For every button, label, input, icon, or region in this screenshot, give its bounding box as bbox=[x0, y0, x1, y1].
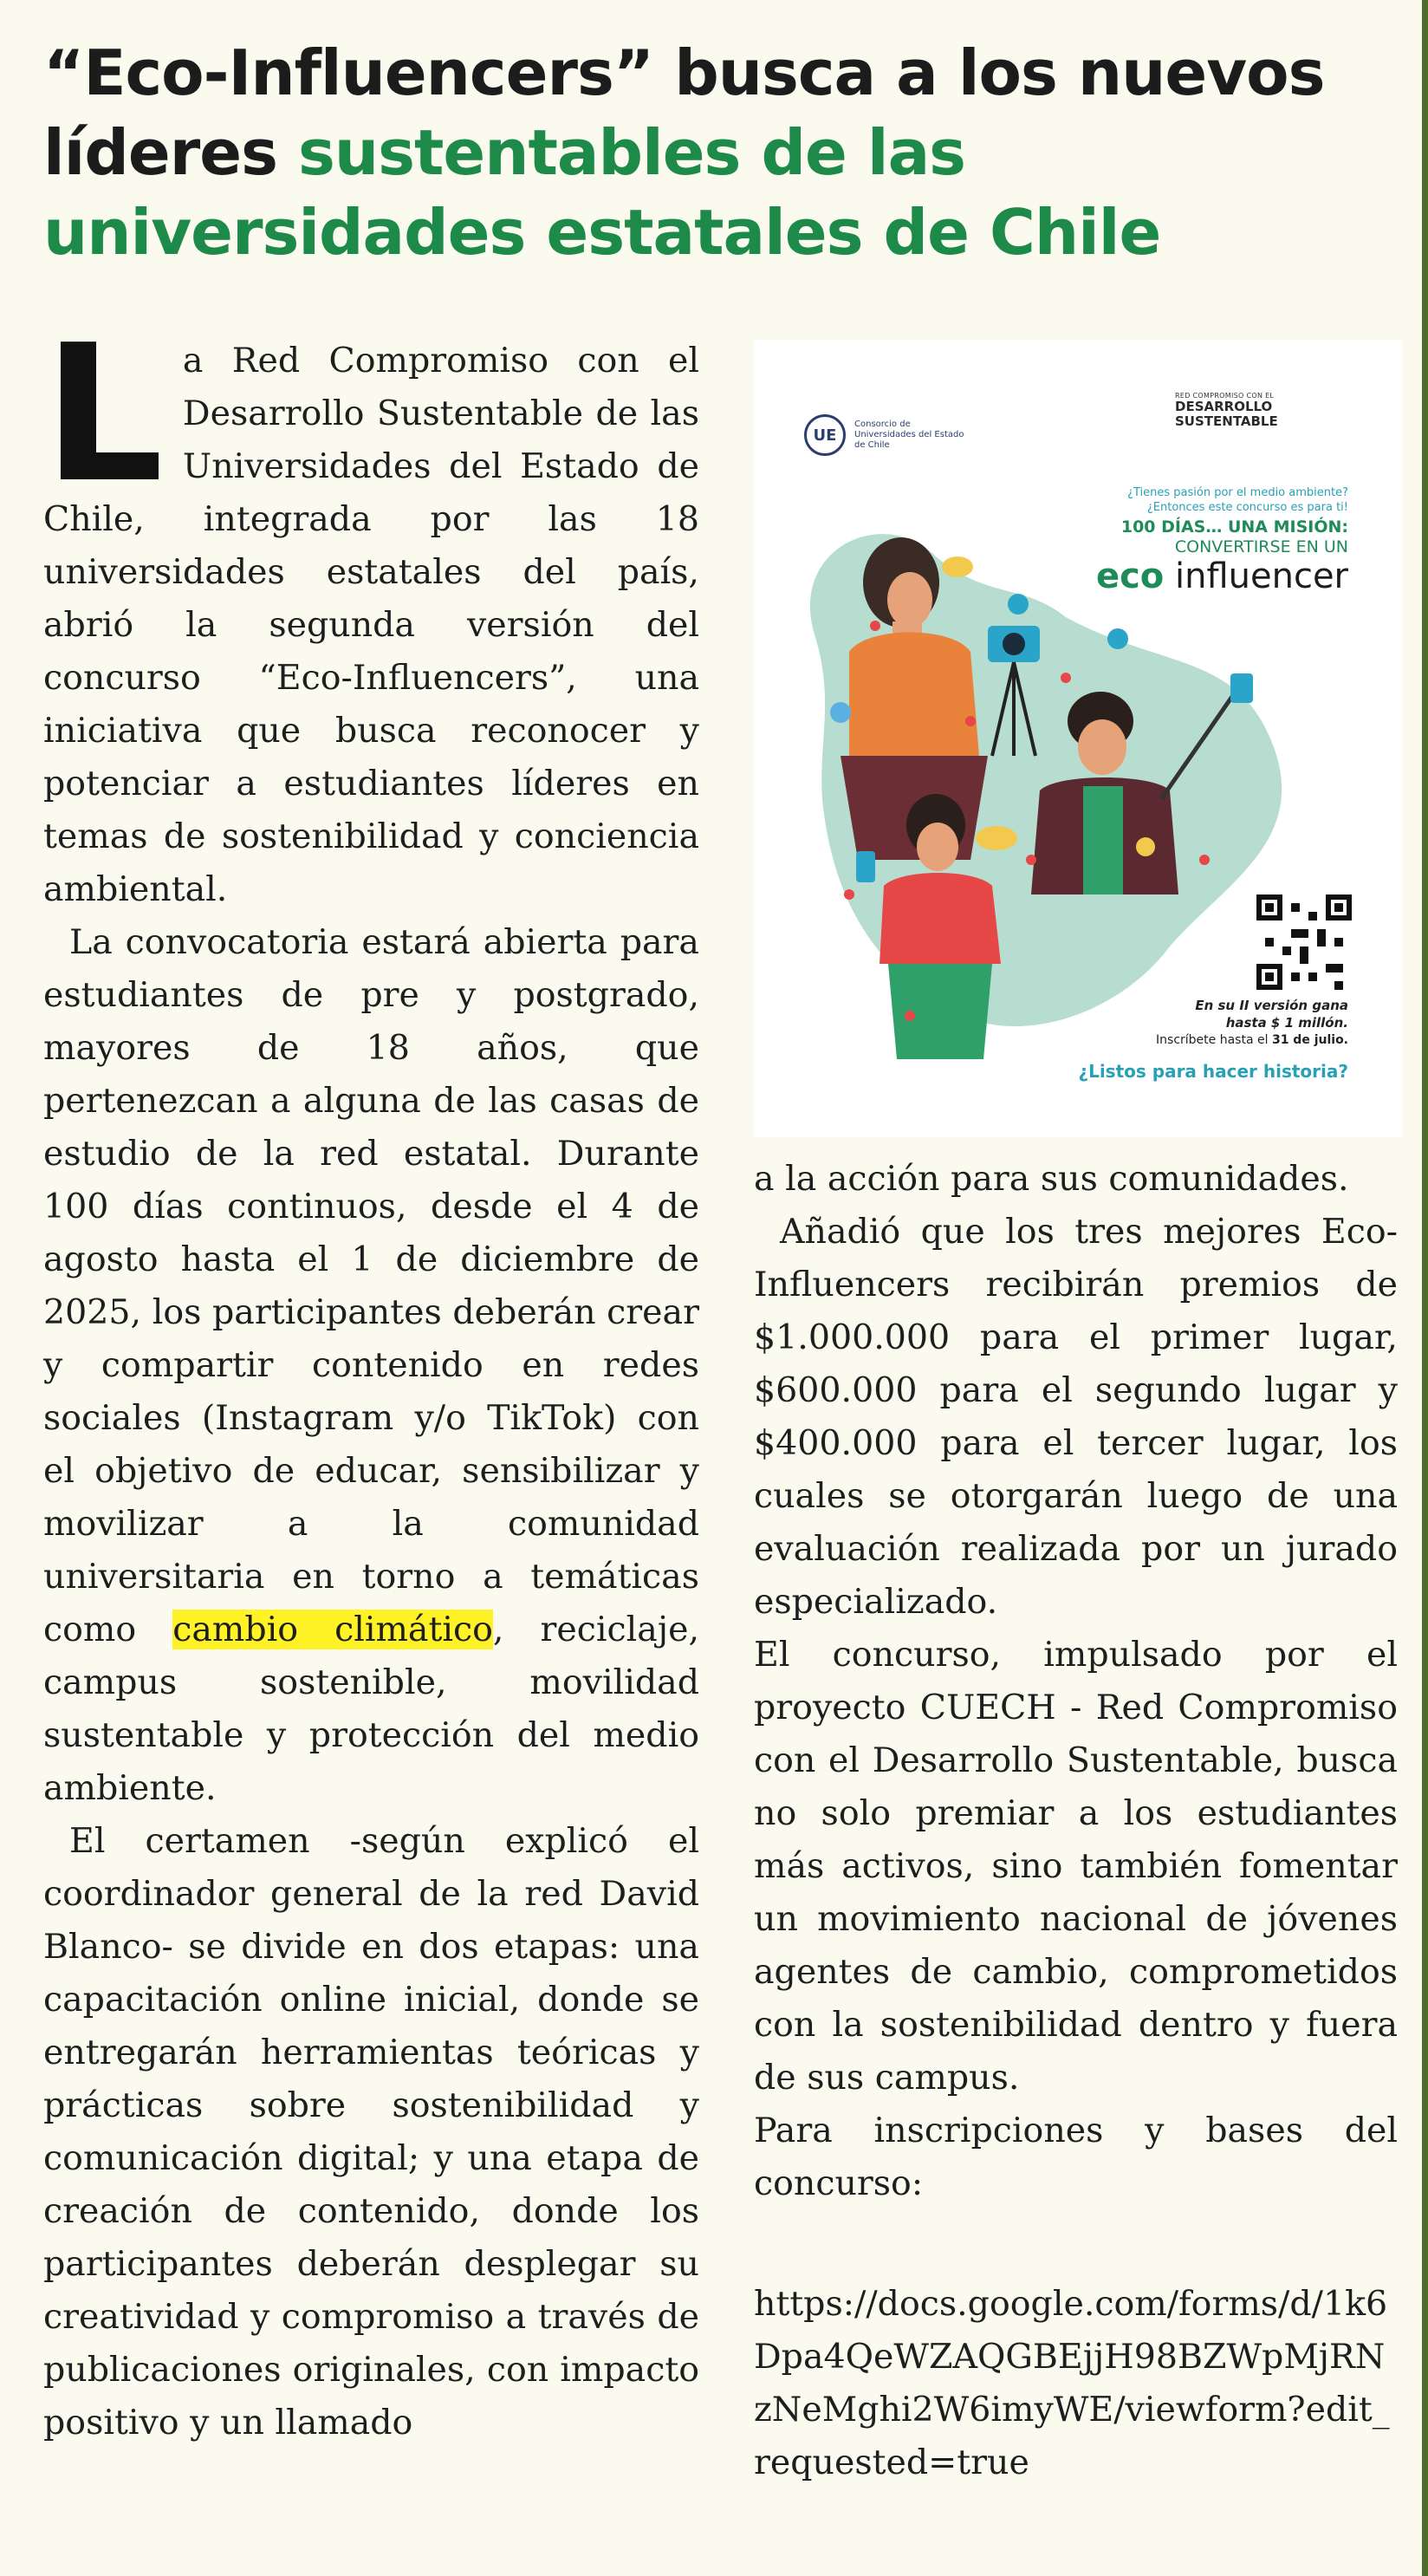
poster-prize-line-1: En su II versión gana bbox=[1195, 998, 1348, 1013]
drop-cap: L bbox=[43, 305, 164, 524]
paragraph-2 bbox=[43, 916, 699, 1815]
highlighted-term: cambio climático bbox=[172, 1610, 493, 1649]
headline bbox=[43, 33, 1395, 272]
registration-url: https://docs.google.com/forms/d/1k6Dpa4QeWZAQGBEjjH98BZWpMjRNzNeMghi2W6imyWE/viewform?edit_requested=true bbox=[754, 2284, 1390, 2482]
red-logo-big-text: DESARROLLO SUSTENTABLE bbox=[1175, 399, 1278, 429]
poster-influencer-word: influencer bbox=[1164, 556, 1348, 596]
poster-question-1: ¿Tienes pasión por el medio ambiente? bbox=[1127, 486, 1348, 499]
paragraph-2-after: , reciclaje, campus sostenible, movilidad sustentable y protección del medio ambiente. bbox=[43, 1610, 699, 1808]
consortium-logo bbox=[804, 414, 967, 456]
left-column bbox=[43, 305, 699, 2449]
poster-deadline-text: Inscríbete hasta el bbox=[1156, 1033, 1272, 1047]
contest-poster bbox=[754, 340, 1402, 1137]
poster-deadline bbox=[1036, 1031, 1348, 1049]
paragraph-4: Añadió que los tres mejores Eco-Influencers recibirán premios de $1.000.000 para el primer lugar, $600.000 para el segundo lugar y $400.000 para el tercer lugar, los cuales se otorgarán luego de una evaluación realizada por un jurado especializado. bbox=[754, 1212, 1398, 1622]
poster-intro bbox=[863, 485, 1348, 596]
page-edge-stripe bbox=[1422, 0, 1428, 2576]
paragraph-3: El certamen -según explicó el coordinador general de la red David Blanco- se divide en dos etapas: una capacitación online inicial, donde se entregarán herramientas teóricas y prácticas sobre sostenibilidad y comunicación digital; y una etapa de creación de contenido, donde los participantes deberán desplegar su creatividad y compromiso a través de publicaciones originales, con impacto positivo y un llamado bbox=[43, 1821, 699, 2443]
paragraph-1-text: a Red Compromiso con el Desarrollo Sustentable de las Universidades del Estado de Chile, integrada por las 18 universidades estatales del país, abrió la segunda versión del concurso “Eco-Influencers”, una iniciativa que busca reconocer y potenciar a estudiantes líderes en temas de sostenibilidad y conciencia ambiental. bbox=[43, 341, 699, 909]
paragraph-6: Para inscripciones y bases del concurso: bbox=[754, 2111, 1398, 2203]
qr-code bbox=[1256, 894, 1352, 990]
red-logo-small-text: RED COMPROMISO CON EL bbox=[1175, 392, 1275, 400]
poster-listos: ¿Listos para hacer historia? bbox=[1078, 1061, 1348, 1082]
headline-dark: “Eco-Influencers” busca a los nuevos líderes bbox=[43, 36, 1325, 189]
paragraph-1 bbox=[43, 305, 699, 916]
headline-green: sustentables de las universidades estatales de Chile bbox=[43, 116, 1161, 269]
poster-mision: CONVERTIRSE EN UN bbox=[1174, 537, 1348, 556]
poster-deadline-date: 31 de julio. bbox=[1271, 1033, 1348, 1047]
right-column-url bbox=[754, 2278, 1398, 2489]
poster-prize-info bbox=[1036, 997, 1348, 1049]
paragraph-5: El concurso, impulsado por el proyecto CUECH - Red Compromiso con el Desarrollo Sustentable, busca no solo premiar a los estudiantes más activos, sino también fomentar un movimiento nacional de jóvenes agentes de cambio, comprometidos con la sostenibilidad dentro y fuera de sus campus. bbox=[754, 1635, 1398, 2098]
poster-100-dias: 100 DÍAS… UNA MISIÓN: bbox=[1120, 517, 1348, 537]
poster-eco-word: eco bbox=[1095, 556, 1165, 596]
poster-eco-influencer bbox=[863, 556, 1348, 596]
paragraph-3-continued: a la acción para sus comunidades. bbox=[754, 1159, 1349, 1199]
right-column bbox=[754, 1153, 1398, 2210]
red-compromiso-logo bbox=[1175, 392, 1348, 429]
paragraph-2-before: La convocatoria estará abierta para estudiantes de pre y postgrado, mayores de 18 años, que pertenezcan a alguna de las casas de estudio de la red estatal. Durante 100 días continuos, desde el 4 de agosto hasta el 1 de diciembre de 2025, los participantes deberán crear y compartir contenido en redes sociales (Instagram y/o TikTok) con el objetivo de educar, sensibilizar y movilizar a la comunidad universitaria en torno a temáticas como bbox=[43, 922, 699, 1649]
poster-prize-line-2: hasta $ 1 millón. bbox=[1225, 1015, 1348, 1031]
consortium-logo-text: Consorcio de Universidades del Estado de Chile bbox=[854, 420, 964, 450]
consortium-logo-mark: UE bbox=[804, 414, 846, 456]
poster-question-2: ¿Entonces este concurso es para ti! bbox=[1146, 501, 1348, 514]
